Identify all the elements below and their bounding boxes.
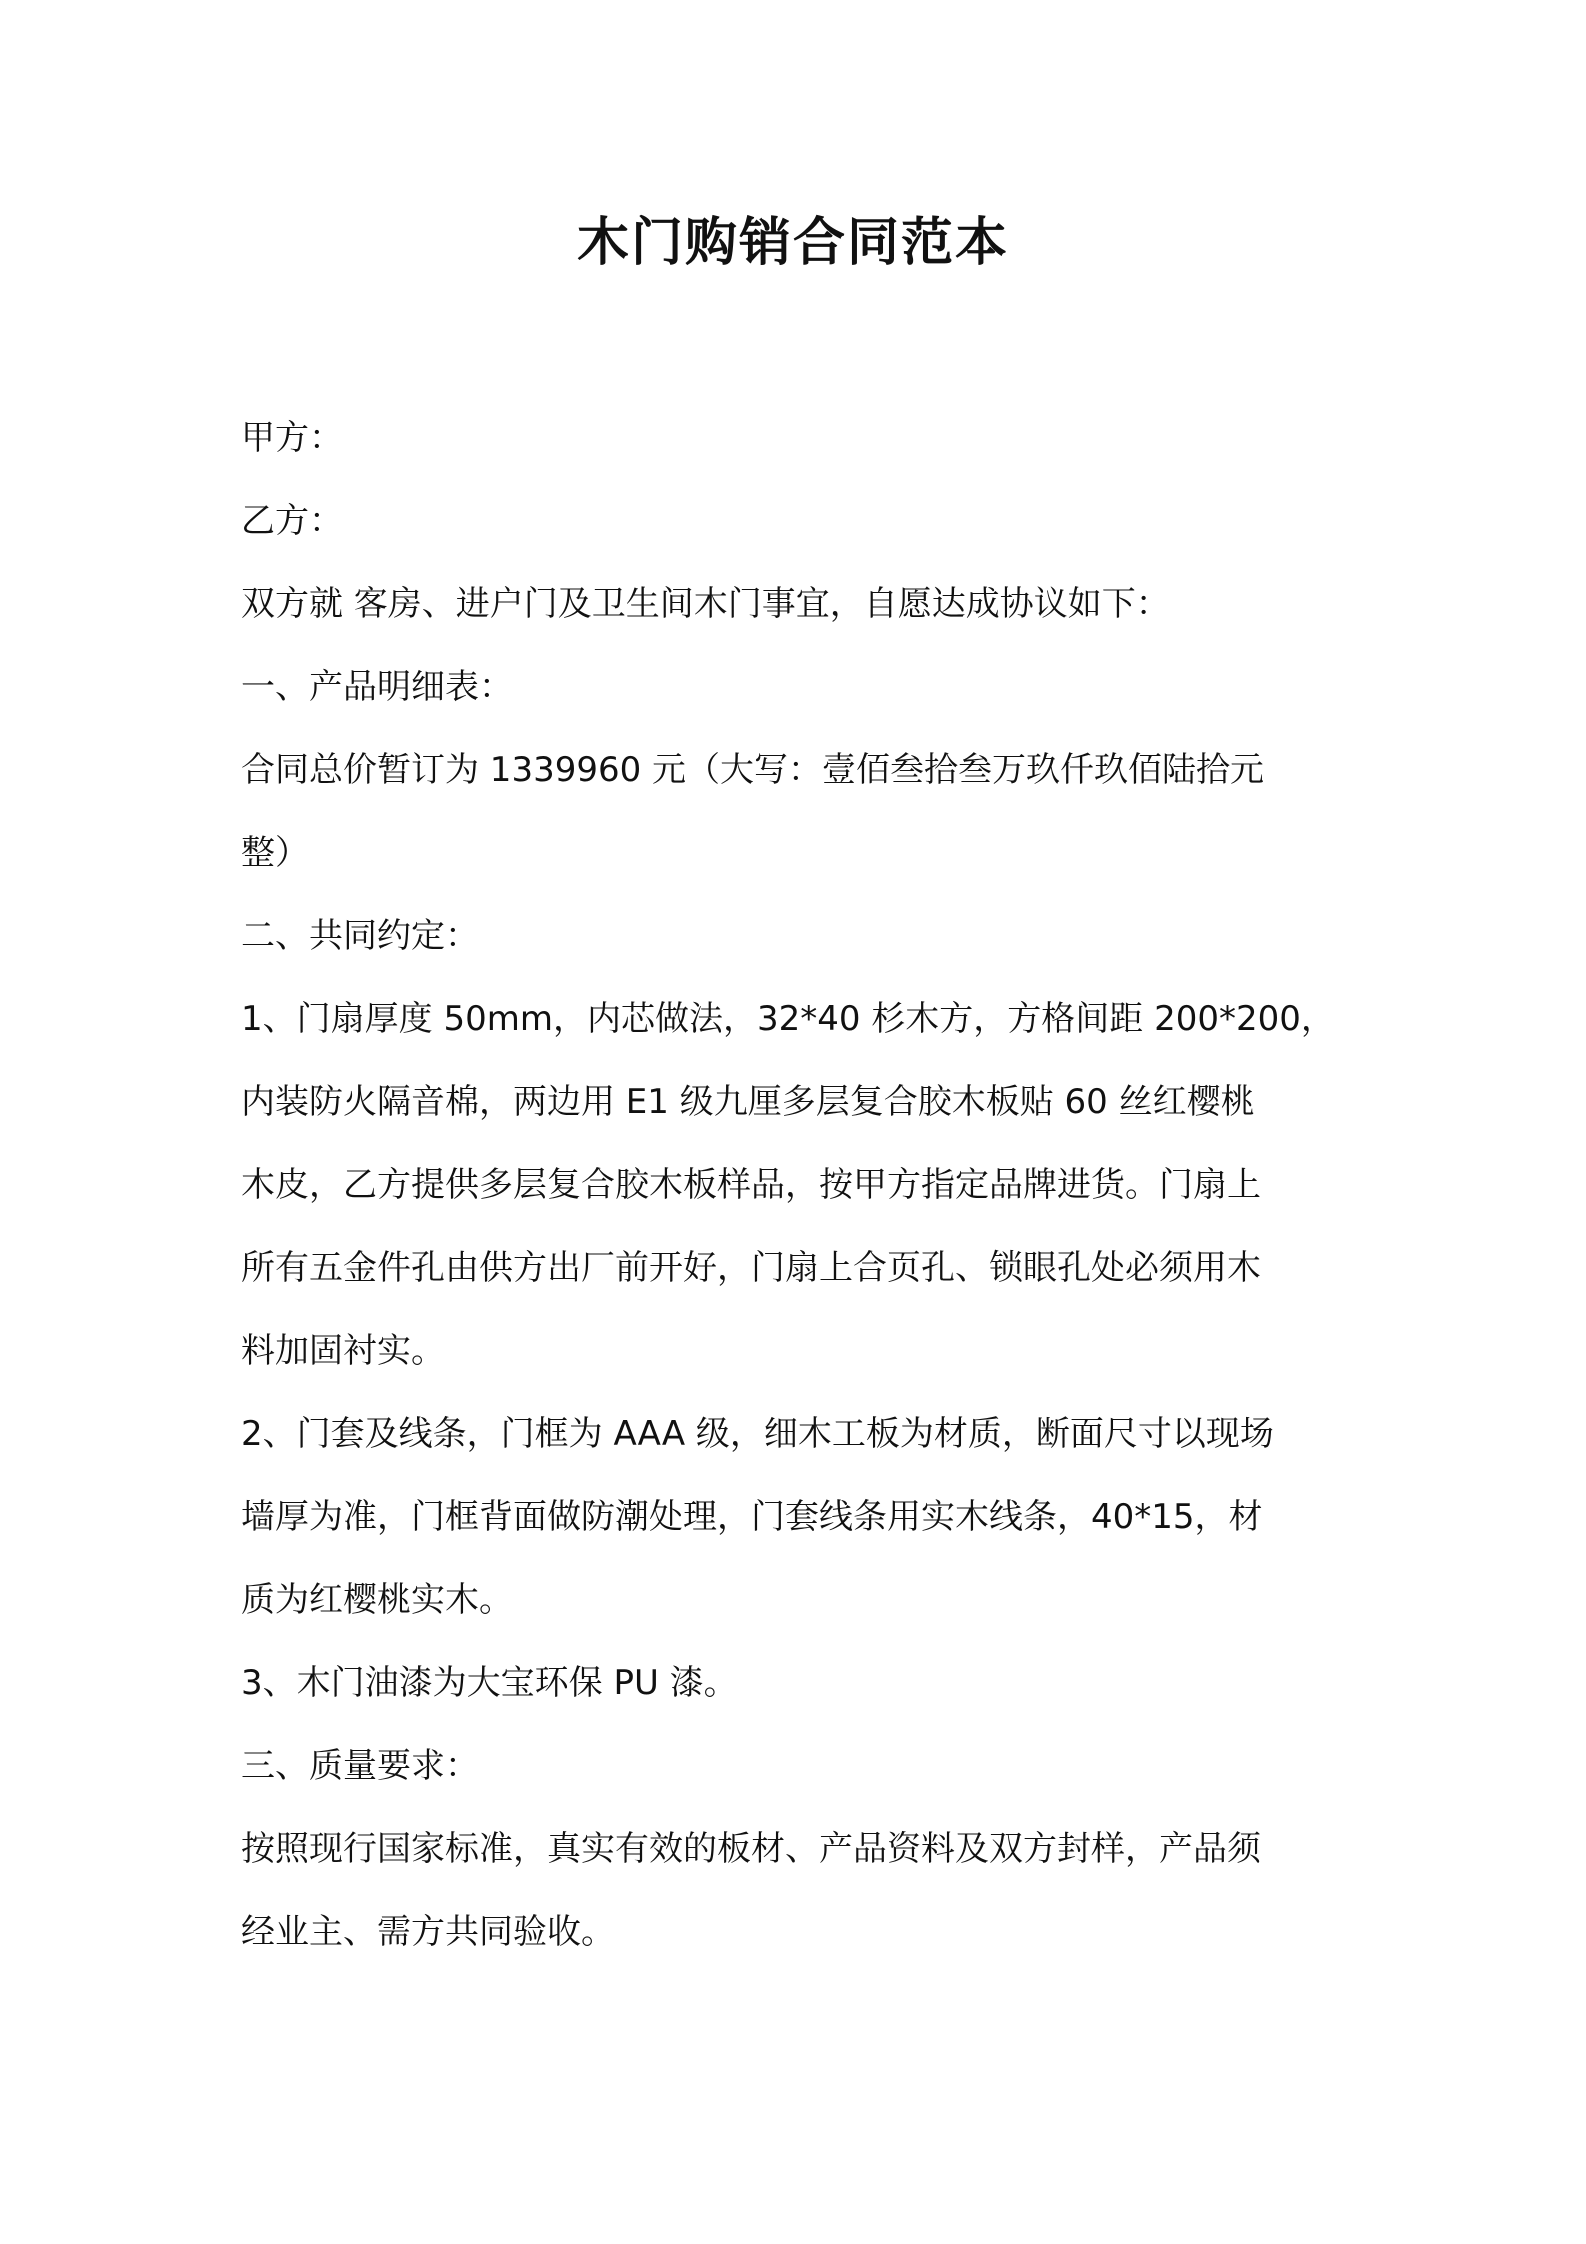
party-b-line: 乙方： (241, 501, 343, 541)
clause-2-line-3: 质为红樱桃实木。 (241, 1580, 513, 1620)
clause-1-line-1: 1、门扇厚度 50mm，内芯做法，32*40 杉木方，方格间距 200*200， (241, 999, 1335, 1039)
party-a-line: 甲方： (241, 418, 343, 458)
agreement-intro: 双方就 客房、进户门及卫生间木门事宜，自愿达成协议如下： (241, 584, 1170, 624)
section-2-heading: 二、共同约定： (241, 916, 479, 956)
clause-3-line: 3、木门油漆为大宝环保 PU 漆。 (241, 1663, 738, 1703)
clause-1-line-3: 木皮，乙方提供多层复合胶木板样品，按甲方指定品牌进货。门扇上 (241, 1165, 1261, 1205)
clause-2-line-2: 墙厚为准，门框背面做防潮处理，门套线条用实木线条，40*15，材 (241, 1497, 1263, 1537)
clause-2-line-1: 2、门套及线条，门框为 AAA 级，细木工板为材质，断面尺寸以现场 (241, 1414, 1274, 1454)
quality-line-1: 按照现行国家标准，真实有效的板材、产品资料及双方封样，产品须 (241, 1829, 1261, 1869)
document-title: 木门购销合同范本 (576, 213, 1009, 273)
section-1-heading: 一、产品明细表： (241, 667, 513, 707)
section-3-heading: 三、质量要求： (241, 1746, 479, 1786)
quality-line-2: 经业主、需方共同验收。 (241, 1912, 615, 1952)
total-price-line-1: 合同总价暂订为 1339960 元（大写：壹佰叁拾叁万玖仟玖佰陆拾元 (241, 750, 1265, 790)
clause-1-line-4: 所有五金件孔由供方出厂前开好，门扇上合页孔、锁眼孔处必须用木 (241, 1248, 1261, 1288)
clause-1-line-5: 料加固衬实。 (241, 1331, 445, 1371)
clause-1-line-2: 内装防火隔音棉，两边用 E1 级九厘多层复合胶木板贴 60 丝红樱桃 (241, 1082, 1255, 1122)
total-price-line-2: 整） (241, 833, 309, 873)
